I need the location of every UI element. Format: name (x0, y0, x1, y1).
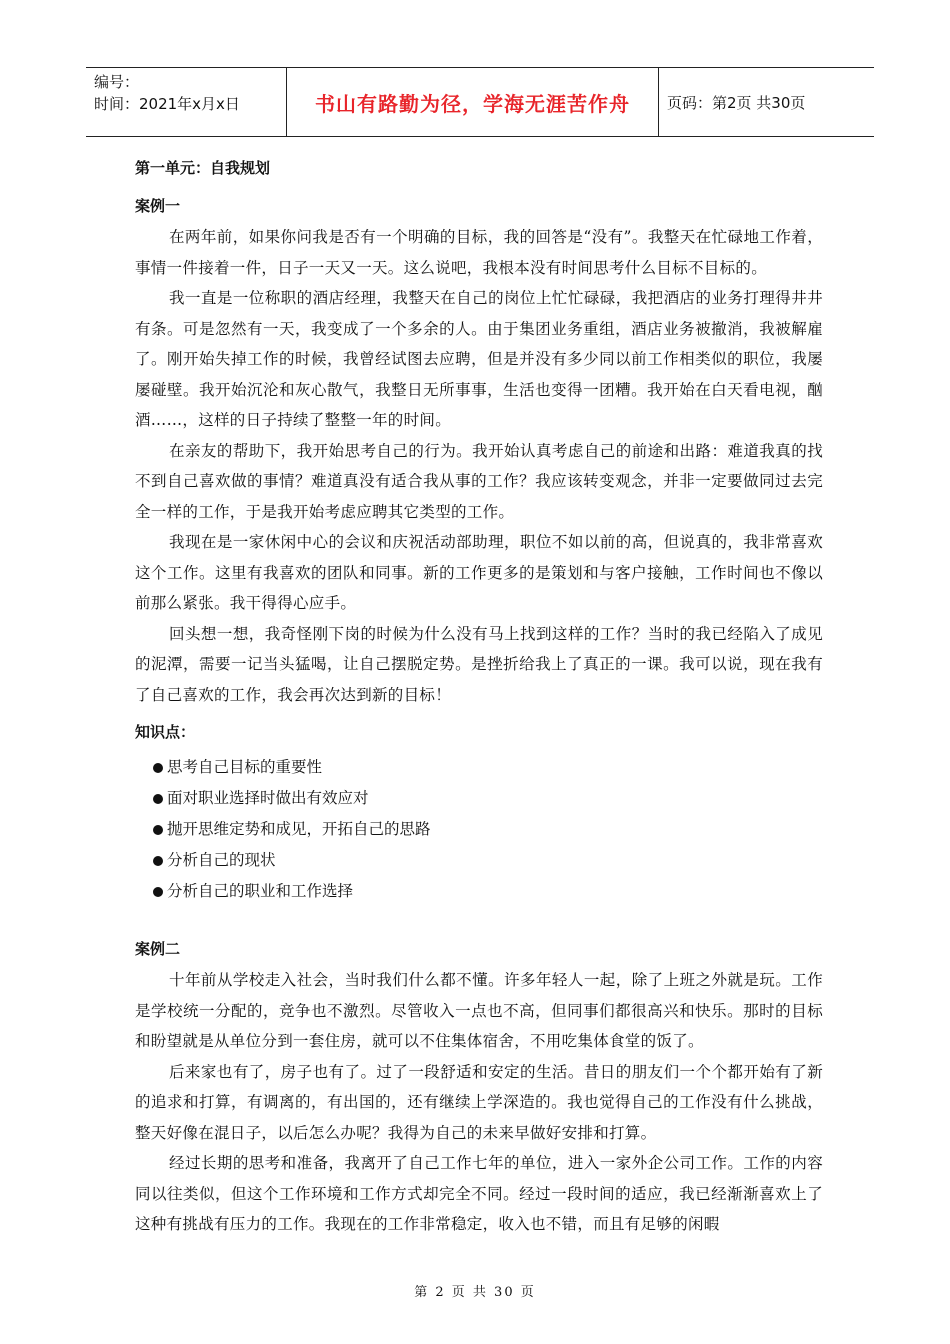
page-header (86, 67, 874, 137)
case2-paragraph: 十年前从学校走入社会，当时我们什么都不懂。许多年轻人一起，除了上班之外就是玩。工作是学校统一分配的，竞争也不激烈。尽管收入一点也不高，但同事们都很高兴和快乐。那时的目标和盼望就是从单位分到一套住房，就可以不住集体宿舍，不用吃集体食堂的饭了。 (135, 971, 823, 1050)
document-body (135, 152, 823, 1240)
page-footer: 第 2 页 共 30 页 (414, 1285, 536, 1300)
case2-paragraph: 经过长期的思考和准备，我离开了自己工作七年的单位，进入一家外企公司工作。工作的内容同以往类似，但这个工作环境和工作方式却完全不同。经过一段时间的适应，我已经渐渐喜欢上了这种有挑战有压力的工作。我现在的工作非常稳定，收入也不错，而且有足够的闲暇 (135, 1154, 823, 1233)
case1-paragraph: 在亲友的帮助下，我开始思考自己的行为。我开始认真考虑自己的前途和出路：难道我真的找不到自己喜欢做的事情？难道真没有适合我从事的工作？我应该转变观念，并非一定要做同过去完全一样的工作，于是我开始考虑应聘其它类型的工作。 (135, 441, 823, 521)
case2-title: 案例二 (135, 940, 181, 958)
list-item-text: 抛开思维定势和成见，开拓自己的思路 (167, 820, 431, 838)
knowledge-title: 知识点： (135, 723, 196, 741)
list-item (153, 876, 823, 907)
list-item (153, 783, 823, 814)
unit-title: 第一单元：自我规划 (135, 159, 271, 177)
case1-paragraph: 在两年前，如果你问我是否有一个明确的目标，我的回答是“没有”。我整天在忙碌地工作着，事情一件接着一件，日子一天又一天。这么说吧，我根本没有时间思考什么目标不目标的。 (135, 228, 823, 277)
time-label: 时间：2021年x月x日 (94, 95, 240, 113)
bullet-icon (153, 887, 163, 897)
list-item (153, 752, 823, 783)
case1-paragraph: 回头想一想，我奇怪刚下岗的时候为什么没有马上找到这样的工作？当时的我已经陷入了成见的泥潭，需要一记当头猛喝，让自己摆脱定势。是挫折给我上了真正的一课。我可以说，现在我有了自己喜欢的工作，我会再次达到新的目标！ (135, 624, 823, 704)
list-item-text: 分析自己的职业和工作选择 (167, 882, 354, 900)
header-left-cell (86, 68, 286, 136)
header-motto: 书山有路勤为径，学海无涯苦作舟 (286, 68, 659, 136)
case1-paragraph: 我现在是一家休闲中心的会议和庆祝活动部助理，职位不如以前的高，但说真的，我非常喜欢这个工作。这里有我喜欢的团队和同事。新的工作更多的是策划和与客户接触，工作时间也不像以前那么紧张。我干得得心应手。 (135, 533, 823, 612)
section-spacer (135, 907, 823, 933)
list-item (153, 845, 823, 876)
bullet-icon (153, 794, 163, 804)
bullet-icon (153, 825, 163, 835)
case1-title: 案例一 (135, 197, 181, 215)
bullet-icon (153, 763, 163, 773)
header-page-code: 页码：第2页 共30页 (667, 93, 806, 112)
number-label: 编号： (94, 73, 140, 91)
case2-paragraph: 后来家也有了，房子也有了。过了一段舒适和安定的生活。昔日的朋友们一个个都开始有了新的追求和打算，有调离的，有出国的，还有继续上学深造的。我也觉得自己的工作没有什么挑战，整天好像在混日子，以后怎么办呢？我得为自己的未来早做好安排和打算。 (135, 1062, 823, 1142)
case1-paragraph: 我一直是一位称职的酒店经理，我整天在自己的岗位上忙忙碌碌，我把酒店的业务打理得井井有条。可是忽然有一天，我变成了一个多余的人。由于集团业务重组，酒店业务被撤消，我被解雇了。刚开始失掉工作的时候，我曾经试图去应聘，但是并没有多少同以前工作相类似的职位，我屡屡碰壁。我开始沉沦和灰心散气，我整日无所事事，生活也变得一团糟。我开始在白天看电视，酗酒……，这样的日子持续了整整一年的时间。 (135, 289, 823, 429)
list-item-text: 思考自己目标的重要性 (167, 758, 323, 776)
list-item-text: 面对职业选择时做出有效应对 (167, 789, 369, 807)
list-item-text: 分析自己的现状 (167, 851, 276, 869)
list-item (153, 814, 823, 845)
knowledge-list (153, 752, 823, 907)
bullet-icon (153, 856, 163, 866)
